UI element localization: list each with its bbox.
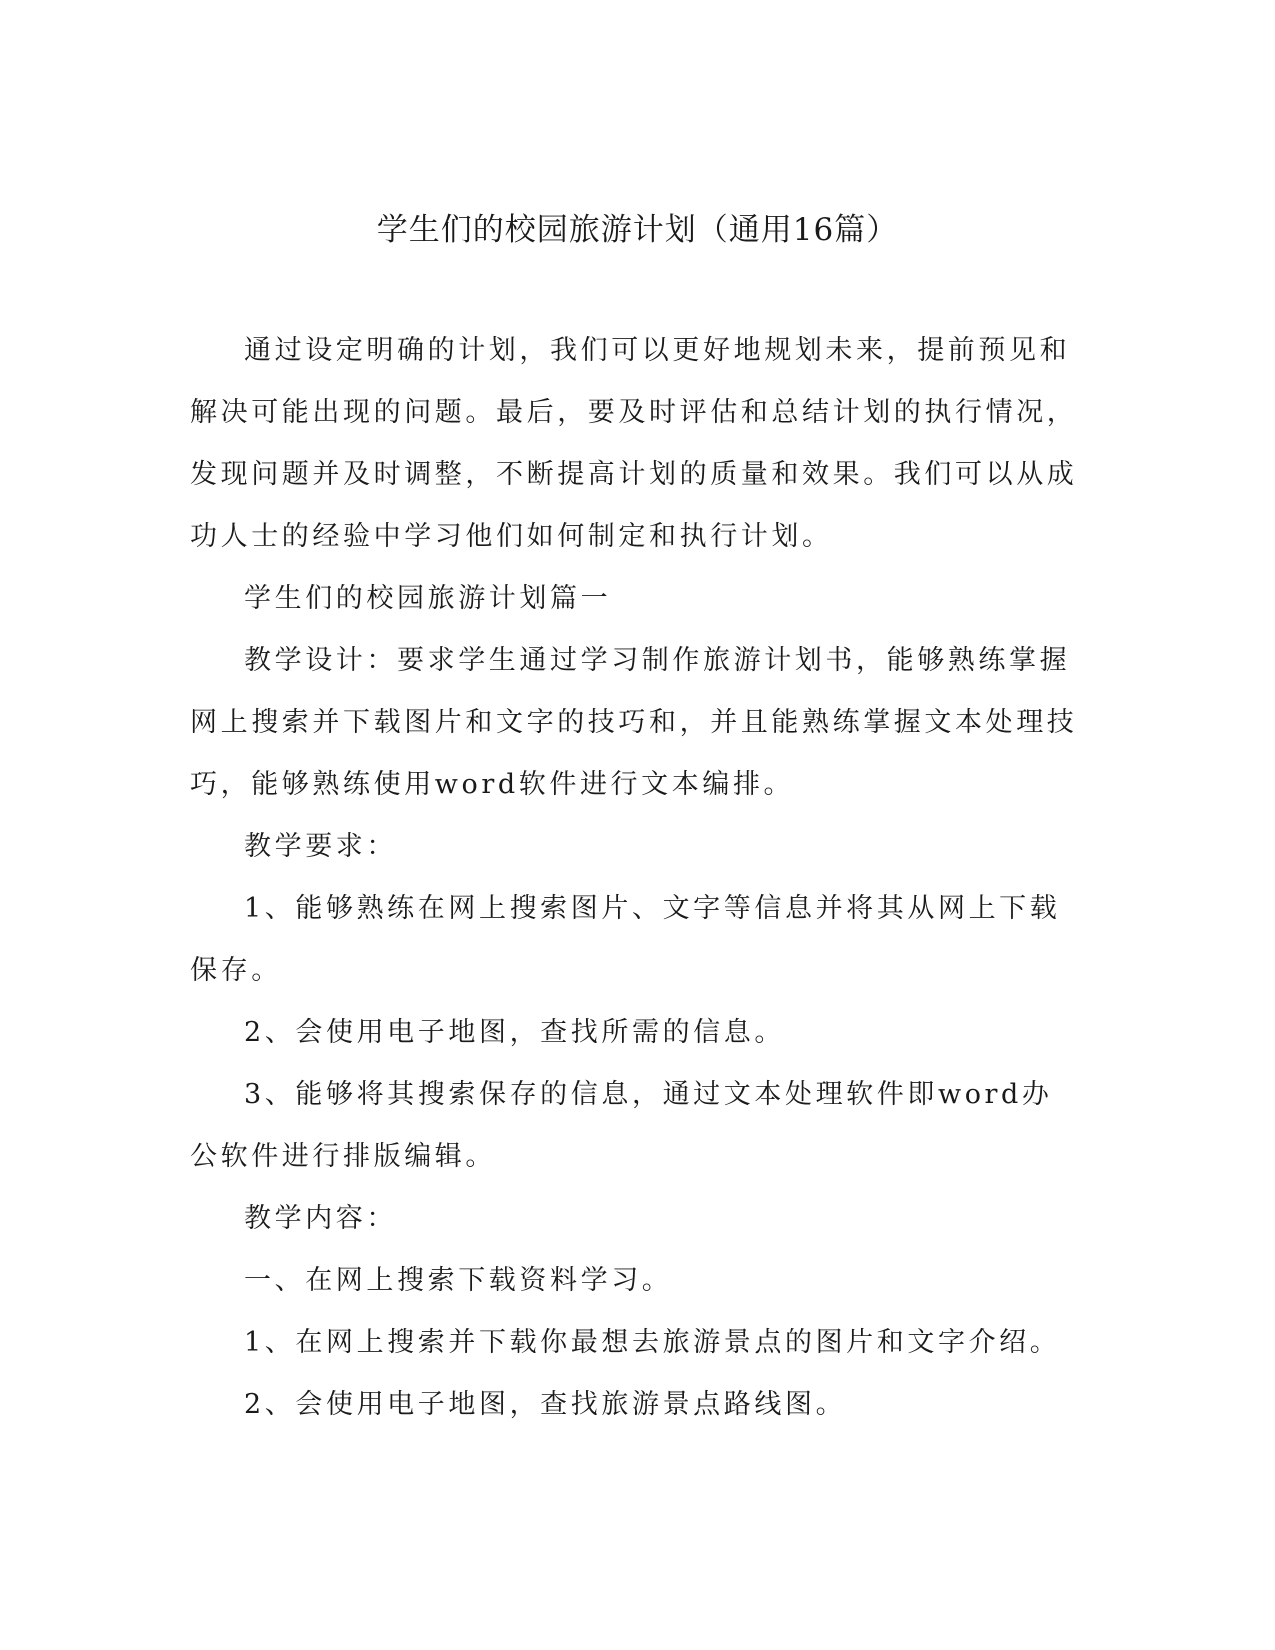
document-title: 学生们的校园旅游计划（通用16篇） xyxy=(376,212,899,248)
teaching-content-heading: 教学内容： xyxy=(244,1203,397,1234)
teaching-design-paragraph: 教学设计：要求学生通过学习制作旅游计划书，能够熟练掌握网上搜索并下载图片和文字的技巧和，并且能熟练掌握文本处理技巧，能够熟练使用word软件进行文本编排。 xyxy=(190,645,1078,800)
content-item-1: 1、在网上搜索并下载你最想去旅游景点的图片和文字介绍。 xyxy=(244,1327,1061,1358)
document-body xyxy=(190,320,1080,1436)
requirement-item-3: 3、能够将其搜索保存的信息，通过文本处理软件即word办公软件进行排版编辑。 xyxy=(190,1079,1053,1172)
content-section-1-heading: 一、在网上搜索下载资料学习。 xyxy=(244,1265,673,1296)
requirement-item-1: 1、能够熟练在网上搜索图片、文字等信息并将其从网上下载保存。 xyxy=(190,893,1061,986)
content-item-2: 2、会使用电子地图，查找旅游景点路线图。 xyxy=(244,1389,847,1420)
intro-paragraph: 通过设定明确的计划，我们可以更好地规划未来，提前预见和解决可能出现的问题。最后，要及时评估和总结计划的执行情况，发现问题并及时调整，不断提高计划的质量和效果。我们可以从成功人士的经验中学习他们如何制定和执行计划。 xyxy=(190,335,1078,552)
section-heading: 学生们的校园旅游计划篇一 xyxy=(244,583,612,614)
requirement-item-2: 2、会使用电子地图，查找所需的信息。 xyxy=(244,1017,785,1048)
teaching-requirements-heading: 教学要求： xyxy=(244,831,397,862)
